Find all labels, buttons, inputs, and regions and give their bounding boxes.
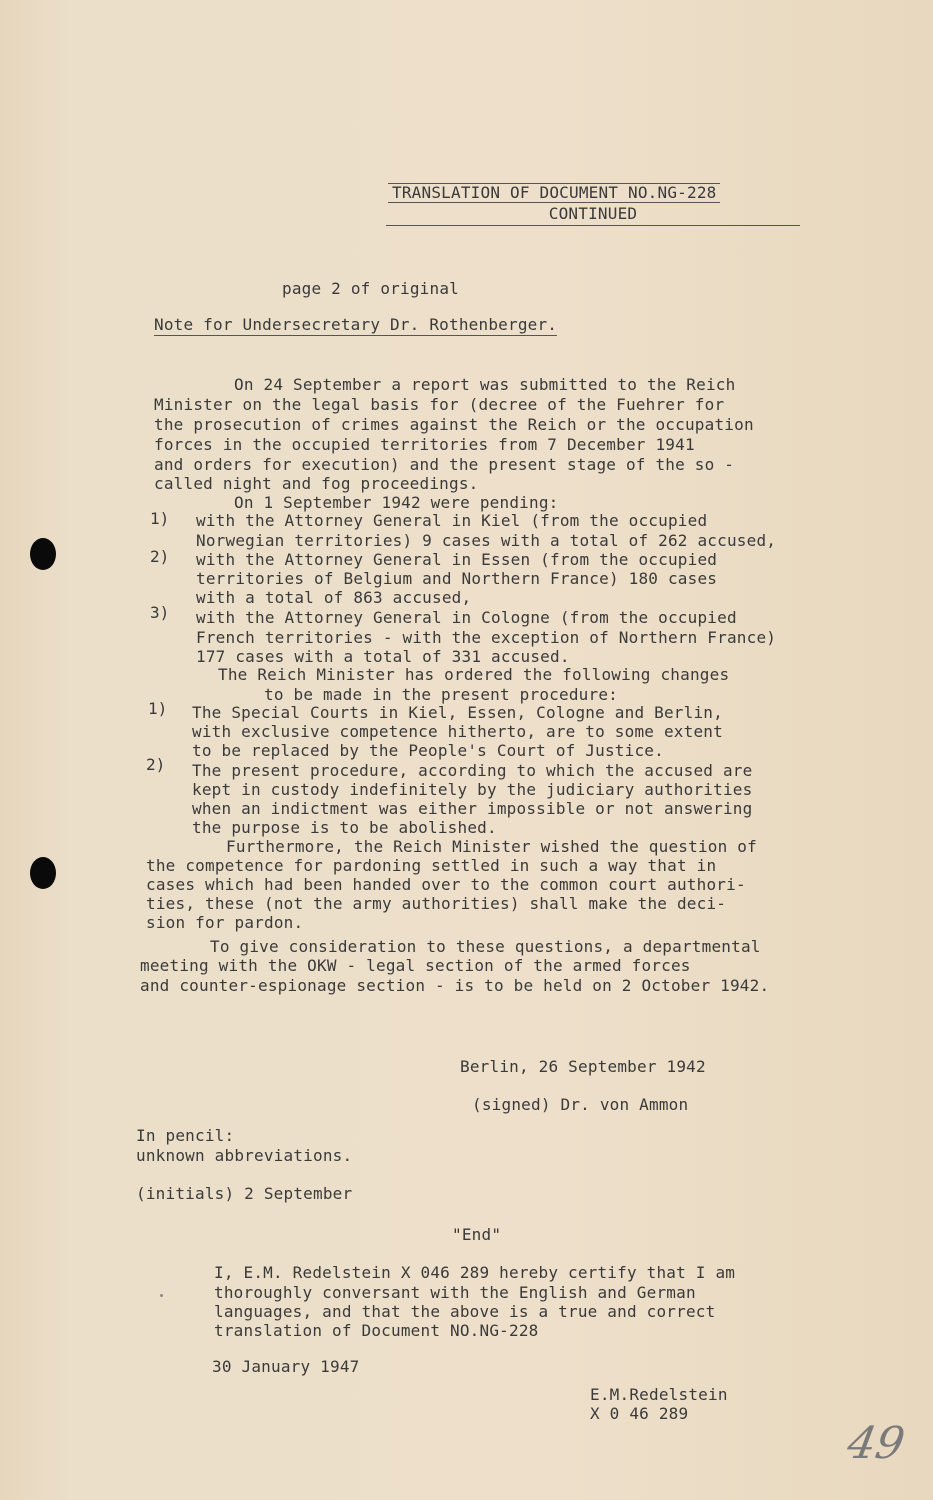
pencil-note: unknown abbreviations. (136, 1146, 353, 1165)
certification-line: languages, and that the above is a true and correct (214, 1302, 716, 1321)
para1-line: and orders for execution) and the present stage of the so - (154, 455, 735, 474)
change-line: kept in custody indefinitely by the judiciary authorities (192, 780, 753, 799)
pencil-note: In pencil: (136, 1126, 235, 1145)
meeting-line: and counter-espionage section - is to be held on 2 October 1942. (140, 976, 770, 995)
changes-intro: to be made in the present procedure: (264, 685, 618, 704)
change-line: when an indictment was either impossible or not answering (192, 799, 753, 818)
pending-number: 3) (150, 603, 170, 622)
certification-line: I, E.M. Redelstein X 046 289 hereby certify that I am (214, 1263, 736, 1282)
pending-line: with a total of 863 accused, (196, 588, 472, 607)
para1-line: the prosecution of crimes against the Reich or the occupation (154, 415, 754, 434)
pending-line: territories of Belgium and Northern France) 180 cases (196, 569, 718, 588)
para1-line: forces in the occupied territories from 7 December 1941 (154, 435, 695, 454)
meeting-line: meeting with the OKW - legal section of the armed forces (140, 956, 691, 975)
document-subtitle: CONTINUED (386, 205, 800, 226)
change-line: The Special Courts in Kiel, Essen, Cologne and Berlin, (192, 703, 723, 722)
further-line: cases which had been handed over to the common court authori- (146, 875, 746, 894)
initials-line: (initials) 2 September (136, 1184, 353, 1203)
punch-hole (30, 857, 56, 889)
page-reference: page 2 of original (282, 279, 459, 298)
note-title-wrap (154, 316, 557, 334)
pending-line: with the Attorney General in Cologne (from the occupied (196, 608, 737, 627)
para1-line: On 24 September a report was submitted to the Reich (234, 375, 736, 394)
pending-number: 1) (150, 509, 170, 528)
meeting-line: To give consideration to these questions, a departmental (210, 937, 761, 956)
handwritten-page-number: 49 (843, 1418, 909, 1469)
further-line: sion for pardon. (146, 913, 304, 932)
change-number: 2) (146, 755, 166, 774)
further-line: the competence for pardoning settled in such a way that in (146, 856, 717, 875)
document-title: TRANSLATION OF DOCUMENT NO.NG-228 (388, 183, 720, 203)
signature-name: E.M.Redelstein (590, 1385, 728, 1404)
certification-date: 30 January 1947 (212, 1357, 360, 1376)
certification-line: translation of Document NO.NG-228 (214, 1321, 539, 1340)
certification-line: thoroughly conversant with the English and German (214, 1283, 696, 1302)
end-marker: "End" (452, 1225, 502, 1244)
changes-intro: The Reich Minister has ordered the following changes (218, 665, 730, 684)
further-line: Furthermore, the Reich Minister wished the question of (226, 837, 757, 856)
change-line: with exclusive competence hitherto, are to some extent (192, 722, 723, 741)
pending-number: 2) (150, 547, 170, 566)
note-title: Note for Undersecretary Dr. Rothenberger. (154, 315, 558, 334)
pending-intro: On 1 September 1942 were pending: (234, 493, 559, 512)
pending-line: with the Attorney General in Kiel (from the occupied (196, 511, 708, 530)
stray-mark (160, 1294, 163, 1297)
punch-hole (30, 538, 56, 570)
change-number: 1) (148, 699, 168, 718)
change-line: the purpose is to be abolished. (192, 818, 497, 837)
signature-number: X 0 46 289 (590, 1404, 689, 1423)
para1-line: Minister on the legal basis for (decree of the Fuehrer for (154, 395, 725, 414)
pending-line: 177 cases with a total of 331 accused. (196, 647, 570, 666)
signed-line: (signed) Dr. von Ammon (472, 1095, 689, 1114)
pending-line: French territories - with the exception of Northern France) (196, 628, 777, 647)
further-line: ties, these (not the army authorities) shall make the deci- (146, 894, 727, 913)
change-line: to be replaced by the People's Court of Justice. (192, 741, 664, 760)
para1-line: called night and fog proceedings. (154, 474, 479, 493)
date-line: Berlin, 26 September 1942 (460, 1057, 706, 1076)
change-line: The present procedure, according to which the accused are (192, 761, 753, 780)
pending-line: Norwegian territories) 9 cases with a total of 262 accused, (196, 531, 777, 550)
pending-line: with the Attorney General in Essen (from the occupied (196, 550, 718, 569)
